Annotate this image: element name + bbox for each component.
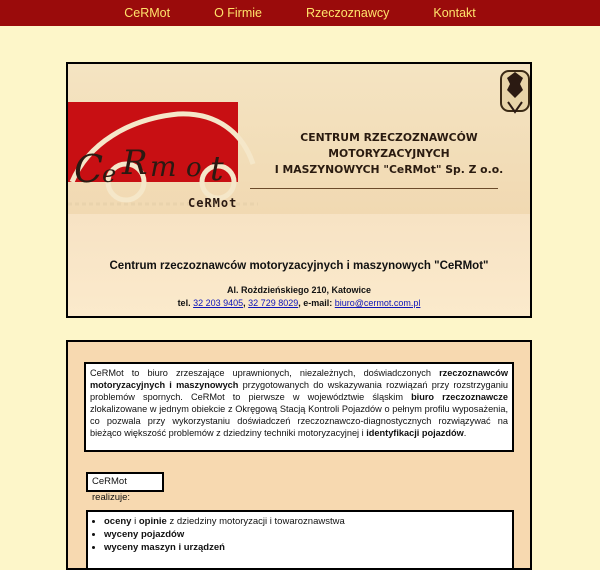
desc-text-2: przygotowanych do wskazywania rozwiązań przy rozstrzyganiu problemów spornych. CeRMot to pierwsze w województwie śląskim (90, 380, 508, 402)
service-bold: opinie (138, 516, 167, 527)
phone-link-2[interactable]: 32 729 8029 (248, 298, 299, 308)
address: Al. Rożdzieńskiego 210, Katowice (226, 285, 372, 295)
top-navigation (0, 0, 600, 26)
list-item (104, 541, 506, 554)
contact-line (68, 298, 530, 308)
svg-text:m: m (150, 150, 177, 183)
svg-text:R: R (122, 143, 148, 183)
email-link[interactable]: biuro@cermot.com.pl (334, 298, 421, 308)
list-item (104, 528, 506, 541)
car-logo-icon (68, 64, 258, 214)
list-item (104, 515, 506, 528)
emblem-icon (498, 68, 532, 118)
service-bold: wyceny maszyn i urządzeń (104, 542, 225, 553)
service-text: z dziedziny motoryzacji i towaroznawstwa (166, 516, 345, 527)
banner-image (68, 64, 530, 214)
svg-text:t: t (210, 149, 224, 189)
desc-bold-2: biuro rzeczoznawcze (411, 392, 508, 402)
services-list (86, 510, 514, 570)
banner-title-line2: I MASZYNOWYCH "CeRMot" Sp. Z o.o. (274, 163, 504, 176)
banner-title-line1: CENTRUM RZECZOZNAWCÓW MOTORYZACYJNYCH (300, 131, 478, 160)
email-label: , e-mail: (298, 298, 333, 308)
desc-text-4: . (463, 428, 467, 438)
desc-bold-3: identyfikacji pojazdów (366, 428, 464, 438)
banner-title (254, 130, 524, 178)
svg-text:o: o (186, 153, 202, 183)
header-panel (66, 62, 532, 318)
description-box (84, 362, 514, 452)
desc-bold-1: rzeczoznawców motoryzacyjnych i maszynowych (90, 368, 508, 390)
nav-link-rzeczoznawcy[interactable]: Rzeczoznawcy (306, 6, 390, 20)
phone-link-1[interactable]: 32 203 9405 (193, 298, 244, 308)
desc-text-1: CeRMot to biuro zrzeszające uprawnionych, niezależnych, doświadczonych (90, 368, 440, 378)
svg-text:C: C (74, 147, 104, 191)
tel-label: tel. (177, 298, 191, 308)
desc-text-3: zlokalizowane w jednym obiekcie z Okręgową Stacją Kontroli Pojazdów o pełnym profilu wyposażenia, co pozwala przy wykorzystaniu doświadczeń rzeczoznawczo-diagnostycznych rozwiązywać na bieżąco większość problemów z dziedziny techniki motoryzacyjnej i (90, 404, 508, 438)
nav-link-kontakt[interactable]: Kontakt (433, 6, 476, 20)
logo-label: CeRMot (188, 196, 238, 210)
realizuje-label: CeRMot realizuje: (86, 472, 164, 492)
svg-text:e: e (102, 160, 117, 188)
service-bold: oceny (104, 516, 132, 527)
service-bold: wyceny pojazdów (104, 529, 185, 540)
nav-link-o-firmie[interactable]: O Firmie (214, 6, 262, 20)
phone-separator: , (243, 298, 249, 308)
service-text: i (131, 516, 139, 527)
banner-divider (250, 188, 498, 189)
nav-link-cermot[interactable]: CeRMot (124, 6, 171, 20)
org-heading: Centrum rzeczoznawców motoryzacyjnych i maszynowych "CeRMot" (109, 260, 489, 272)
